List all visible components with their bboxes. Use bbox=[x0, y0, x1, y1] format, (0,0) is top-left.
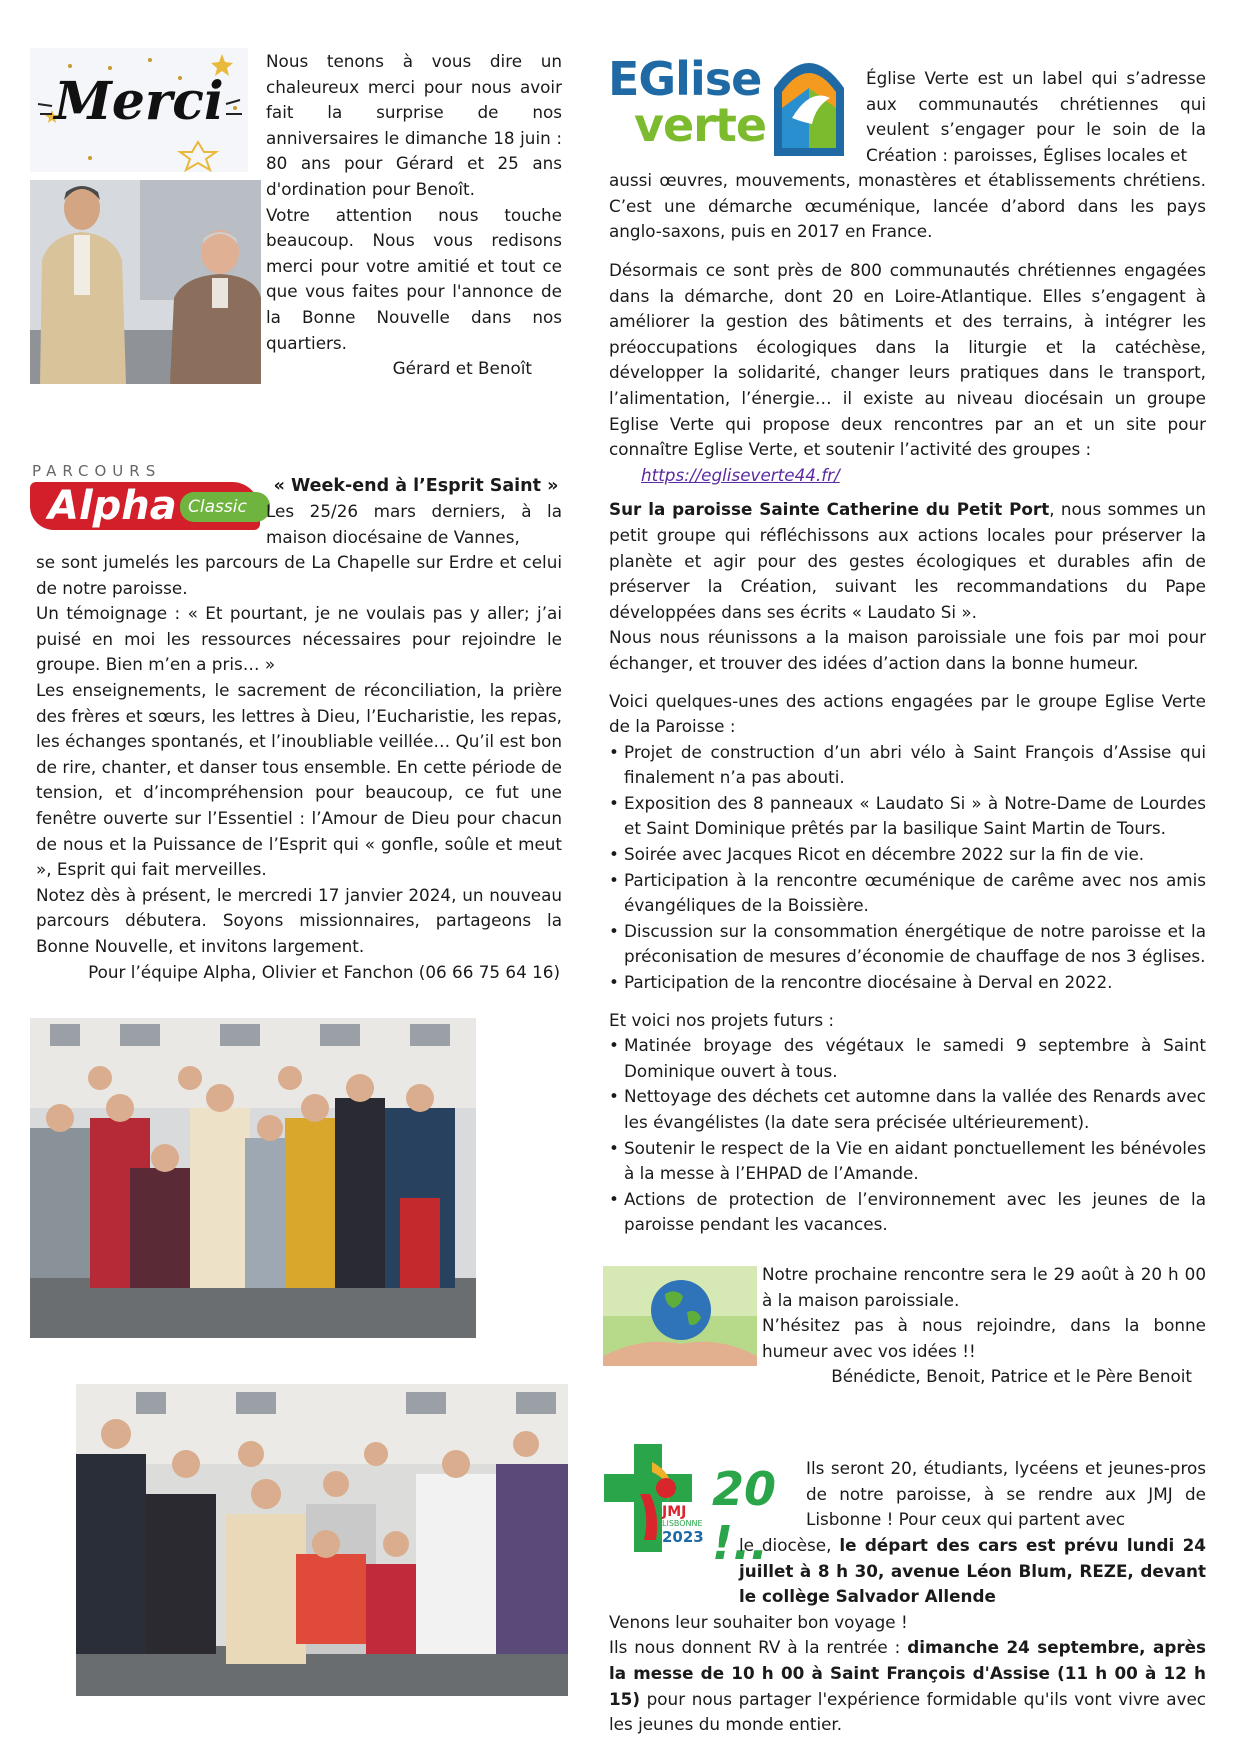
eglise-next-meeting bbox=[762, 1262, 1206, 1364]
list-item: • Soirée avec Jacques Ricot en décembre 2022 sur la fin de vie. bbox=[609, 842, 1206, 868]
alpha-logo bbox=[30, 462, 260, 538]
jmj-big-number: 20 !.. bbox=[712, 1462, 777, 1570]
list-item: • Participation à la rencontre œcuménique de carême avec nos amis évangéliques de la Boissière. bbox=[609, 868, 1206, 919]
alpha-title: « Week-end à l’Esprit Saint » bbox=[273, 476, 559, 496]
eglise-join: N’hésitez pas à nous rejoindre, dans la bonne humeur avec vos idées !! bbox=[762, 1315, 1206, 1361]
merci-paragraph-1: Nous tenons à vous dire un chaleureux merci pour nous avoir fait la surprise de nos anniversaires le dimanche 18 juin : 80 ans pour Gérard et 25 ans d'ordination pour Benoît. bbox=[266, 51, 562, 199]
eglise-paragraph-4: Nous nous réunissons a la maison paroissiale une fois par moi pour échanger, et trouver des idées d’action dans la bonne humeur. bbox=[609, 627, 1206, 673]
list-item: • Projet de construction d’un abri vélo à Saint François d’Assise qui finalement n’a pas abouti. bbox=[609, 740, 1206, 791]
eglise-body bbox=[609, 258, 1206, 1238]
eglise-actions-intro: Voici quelques-unes des actions engagées par le groupe Eglise Verte de la Paroisse : bbox=[609, 690, 1206, 737]
eglise-intro-bottom: aussi œuvres, mouvements, monastères et établissements chrétiens. C’est une démarche œcuménique, lancée d’abord dans les pays anglo-saxons, puis en 2017 en France. bbox=[609, 170, 1206, 242]
list-item: • Participation de la rencontre diocésaine à Derval en 2022. bbox=[609, 970, 1206, 996]
jmj-text-top: Ils seront 20, étudiants, lycéens et jeunes-pros de notre paroisse, à se rendre aux JMJ de Lisbonne ! Pour ceux qui partent avec bbox=[806, 1458, 1206, 1530]
alpha-paragraph-3: Les enseignements, le sacrement de réconciliation, la prière des frères et sœurs, les lettres à Dieu, l’Eucharistie, les repas, les échanges spontanés, et l’inoubliable veillée… Qu’il est bon de rire, chanter, et danser tous ensemble. En cette période de tension, et d’incompréhension pour beaucoup, ce fut une fenêtre ouverte sur l’Essentiel : l’Amour de Dieu pour chacun de nous et la Puissance de l’Esprit qui « gonfle, soûle et meut », Esprit qui fait merveilles. bbox=[36, 679, 562, 880]
list-item: • Nettoyage des déchets cet automne dans la vallée des Renards avec les évangélistes (la date sera précisée ultérieurement). bbox=[609, 1084, 1206, 1135]
merci-image bbox=[30, 48, 248, 172]
alpha-logo-text: Alpha bbox=[48, 483, 177, 529]
merci-paragraph-2: Votre attention nous touche beaucoup. Nous vous redisons merci pour votre amitié et tout ce que vous faites pour l'annonce de la Bonne Nouvelle dans nos quartiers. bbox=[266, 204, 562, 353]
alpha-paragraph-4: Notez dès à présent, le mercredi 17 janvier 2024, un nouveau parcours débutera. Soyons missionnaires, partageons la Bonne Nouvelle, et invitons largement. bbox=[36, 884, 562, 956]
jmj-return: Ils nous donnent RV à la rentrée : dimanche 24 septembre, après la messe de 10 h 00 à Saint François d'Assise (11 h 00 à 12 h 15) pour nous partager l'expérience formidable qu'ils vont vivre avec les jeunes du monde entier. bbox=[609, 1637, 1206, 1735]
list-item: • Discussion sur la consommation énergétique de notre paroisse et la préconisation de mesures d’économie de chauffage de nos 3 églises. bbox=[609, 919, 1206, 970]
eglise-intro-top: Église Verte est un label qui s’adresse aux communautés chrétiennes qui veulent s’engager pour le soin de la Création : paroisses, Églises locales et bbox=[866, 68, 1206, 165]
eglise-paragraph-2: Désormais ce sont près de 800 communautés chrétiennes engagées dans la démarche, dont 20 en Loire-Atlantique. Elles s’engagent à améliorer la gestion des bâtiments et des terrains, à intégrer les préoccupations écologiques dans la liturgie et la catéchèse, développer la solidarité, changer leurs pratiques dans le transport, l’alimentation, l’énergie… il existe au niveau diocésain un groupe Eglise Verte qui propose deux rencontres par an et un site pour connaître Eglise Verte, et soutenir l’activité des groupes : bbox=[609, 260, 1206, 460]
alpha-group-photo-1 bbox=[30, 1018, 476, 1338]
jmj-return-date: dimanche 24 septembre, après la messe de 10 h 00 à Saint François d'Assise (11 h 00 à 12 h 15) bbox=[609, 1637, 1206, 1709]
list-item: • Exposition des 8 panneaux « Laudato Si » à Notre-Dame de Lourdes et Saint Dominique prêtés par la basilique Saint Martin de Tours. bbox=[609, 791, 1206, 842]
jmj-text: le diocèse, le départ des cars est prévu lundi 24 juillet à 8 h 30, avenue Léon Blum, REZE, devant le collège Salvador Allende Venons leur souhaiter bon voyage ! Ils nous donnent RV à la rentrée : dimanche 24 septembre, après la messe de 10 h 00 à Saint François d'Assise (11 h 00 à 12 h 15) pour nous partager l'expérience formidable qu'ils vont vivre avec les jeunes du monde entier. bbox=[609, 1533, 1206, 1738]
eglise-actions-list bbox=[609, 740, 1206, 996]
list-item: • Matinée broyage des végétaux le samedi 9 septembre à Saint Dominique ouvert à tous. bbox=[609, 1033, 1206, 1084]
alpha-logo-classic: Classic bbox=[188, 497, 247, 517]
eglise-next: Notre prochaine rencontre sera le 29 août à 20 h 00 à la maison paroissiale. bbox=[762, 1264, 1206, 1310]
list-item: • Actions de protection de l’environnement avec les jeunes de la paroisse pendant les vacances. bbox=[609, 1187, 1206, 1238]
eglise-futur-intro: Et voici nos projets futurs : bbox=[609, 1009, 835, 1030]
merci-script-text: Merci bbox=[54, 71, 224, 132]
jmj-wish: Venons leur souhaiter bon voyage ! bbox=[609, 1611, 908, 1632]
eglise-verte-logo-line1: EGlise bbox=[608, 52, 762, 106]
eglise-verte-window-icon bbox=[772, 48, 846, 156]
eglise-paragraph-3: Sur la paroisse Sainte Catherine du Petit Port, nous sommes un petit groupe qui réfléchissons aux actions locales pour préserver la planète et agir pour des gestes écologiques et durables afin de préserver la Création, suivant les recommandations du Pape développées dans ses écrits « Laudato Si ». bbox=[609, 499, 1206, 622]
jmj-logo-city: LISBONNE bbox=[662, 1519, 703, 1528]
egliseverte-link[interactable]: https://egliseverte44.fr/ bbox=[641, 464, 840, 485]
jmj-logo-year: 2023 bbox=[662, 1528, 704, 1546]
merci-text bbox=[266, 49, 562, 382]
eglise-verte-logo bbox=[606, 48, 846, 160]
list-item: • Soutenir le respect de la Vie en aidant ponctuellement les bénévoles à la messe à l’EHPAD de l’Amande. bbox=[609, 1136, 1206, 1187]
alpha-testimony: Un témoignage : « Et pourtant, je ne voulais pas y aller; j’ai puisé en moi les ressources nécessaires pour rejoindre le groupe. Bien m’en a pris… » bbox=[36, 603, 562, 675]
jmj-departure: le départ des cars est prévu lundi 24 juillet à 8 h 30, avenue Léon Blum, REZE, devant le collège Salvador Allende bbox=[739, 1535, 1206, 1607]
earth-hands-image bbox=[603, 1266, 757, 1366]
eglise-signature: Bénédicte, Benoit, Patrice et le Père Benoit bbox=[831, 1366, 1192, 1386]
alpha-body bbox=[36, 550, 562, 985]
eglise-verte-logo-line2: verte bbox=[634, 98, 767, 152]
photo-gerard-benoit bbox=[30, 180, 261, 384]
jmj-logo-text: JMJ bbox=[662, 1504, 687, 1520]
merci-signature: Gérard et Benoît bbox=[392, 358, 532, 379]
alpha-p1-end: se sont jumelés les parcours de La Chapelle sur Erdre et celui de notre paroisse. bbox=[36, 552, 562, 598]
eglise-futur-list bbox=[609, 1033, 1206, 1238]
eglise-parish-name: Sur la paroisse Sainte Catherine du Petit Port bbox=[609, 499, 1050, 520]
alpha-logo-parcours: PARCOURS bbox=[32, 462, 162, 480]
alpha-signature: Pour l’équipe Alpha, Olivier et Fanchon (06 66 75 64 16) bbox=[88, 961, 560, 982]
alpha-p1-start: Les 25/26 mars derniers, à la maison diocésaine de Vannes, bbox=[266, 501, 562, 547]
alpha-group-photo-2 bbox=[76, 1384, 568, 1696]
